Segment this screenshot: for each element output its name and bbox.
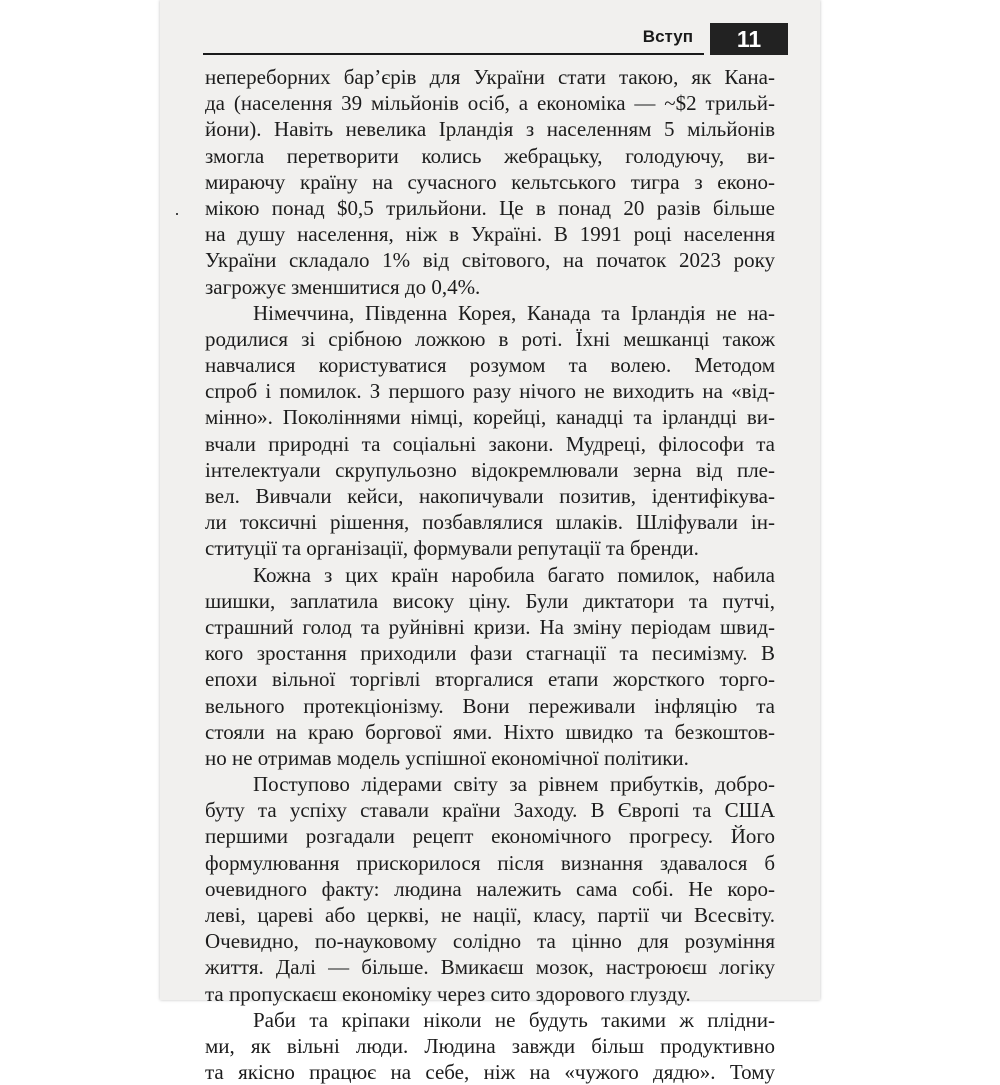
body-text bbox=[205, 64, 775, 1085]
ink-speck bbox=[176, 213, 178, 215]
header-rule bbox=[203, 53, 704, 55]
text-line: Кожна з цих країн наробила багато помилок, набила bbox=[253, 562, 775, 587]
text-line: Німеччина, Південна Корея, Канада та Ірландія не на- bbox=[253, 300, 775, 325]
text-line: страшний голод та руйнівні кризи. На зміну періодам швид- bbox=[205, 614, 775, 639]
text-line: на душу населення, ніж в Україні. В 1991 році населення bbox=[205, 222, 775, 247]
text-line: мікою понад $0,5 трильйони. Це в понад 20 разів більше bbox=[205, 195, 775, 220]
section-title: Вступ bbox=[642, 27, 693, 46]
text-line: родилися зі срібною ложкою в роті. Їхні мешканці також bbox=[205, 326, 775, 351]
text-line: спроб і помилок. З першого разу нічого не виходить на «від- bbox=[205, 379, 775, 404]
text-line: Раби та кріпаки ніколи не будуть такими ж плідни- bbox=[253, 1007, 775, 1032]
text-line: вельного протекціонізму. Вони переживали інфляцію та bbox=[205, 693, 775, 718]
text-line: йони). Навіть невелика Ірландія з населенням 5 мільйонів bbox=[205, 117, 775, 142]
text-line: ституції та організації, формували репутації та бренди. bbox=[205, 536, 699, 561]
text-line: загрожує зменшитися до 0,4%. bbox=[205, 274, 481, 299]
text-line: Поступово лідерами світу за рівнем прибутків, добро- bbox=[253, 772, 775, 797]
text-line: формулювання прискорилося після визнання здавалося б bbox=[205, 850, 775, 875]
text-line: шишки, заплатила високу ціну. Були диктатори та путчі, bbox=[205, 588, 775, 613]
text-line: ли токсичні рішення, позбавлялися шлаків. Шліфували ін- bbox=[205, 510, 775, 535]
text-line: мираючу країну на сучасного кельтського тигра з еконо- bbox=[205, 169, 775, 194]
text-line: та пропускаєш економіку через сито здорового глузду. bbox=[205, 981, 691, 1006]
page-number: 11 bbox=[736, 26, 762, 52]
text-line: ми, як вільні люди. Людина завжди більш продуктивно bbox=[205, 1033, 775, 1058]
text-line: України складало 1% від світового, на початок 2023 року bbox=[205, 248, 775, 273]
text-line: очевидного факту: людина належить сама собі. Не коро- bbox=[205, 876, 775, 901]
text-line: леві, цареві або церкві, не нації, класу, партії чи Всесвіту. bbox=[205, 903, 775, 927]
text-line: стояли на краю боргової ями. Ніхто швидко та безкоштов- bbox=[205, 719, 775, 744]
text-line: непереборних бар’єрів для України стати такою, як Кана- bbox=[205, 65, 775, 89]
text-line: буту та успіху ставали країни Заходу. В Європі та США bbox=[205, 798, 775, 823]
page-number-box bbox=[710, 23, 788, 55]
text-line: вел. Вивчали кейси, накопичували позитив, ідентифікува- bbox=[205, 484, 775, 508]
text-line: життя. Далі — більше. Вмикаєш мозок, настроюєш логіку bbox=[205, 955, 775, 980]
text-line: да (населення 39 мільйонів осіб, а економіка — ~$2 трильй- bbox=[205, 91, 775, 116]
text-line: першими розгадали рецепт економічного прогресу. Його bbox=[205, 824, 775, 849]
text-line: навчалися користуватися розумом та волею. Методом bbox=[205, 353, 775, 378]
text-line: вчали природні та соціальні закони. Мудреці, філософи та bbox=[205, 431, 775, 456]
text-line: епохи вільної торгівлі вторгалися етапи жорсткого торго- bbox=[205, 667, 775, 692]
text-line: мінно». Поколіннями німці, корейці, канадці та ірландці ви- bbox=[205, 405, 775, 430]
text-line: но не отримав модель успішної економічної політики. bbox=[205, 745, 689, 770]
text-line: Очевидно, по-науковому солідно та цінно для розуміння bbox=[205, 929, 775, 954]
text-line: та якісно працює на себе, ніж на «чужого дядю». Тому bbox=[205, 1060, 775, 1085]
text-line: кого зростання приходили фази стагнації та песимізму. В bbox=[205, 641, 775, 666]
text-line: інтелектуали скрупульозно відокремлювали зерна від пле- bbox=[205, 457, 775, 482]
text-line: змогла перетворити колись жебрацьку, голодуючу, ви- bbox=[205, 143, 775, 168]
running-header bbox=[203, 23, 788, 55]
